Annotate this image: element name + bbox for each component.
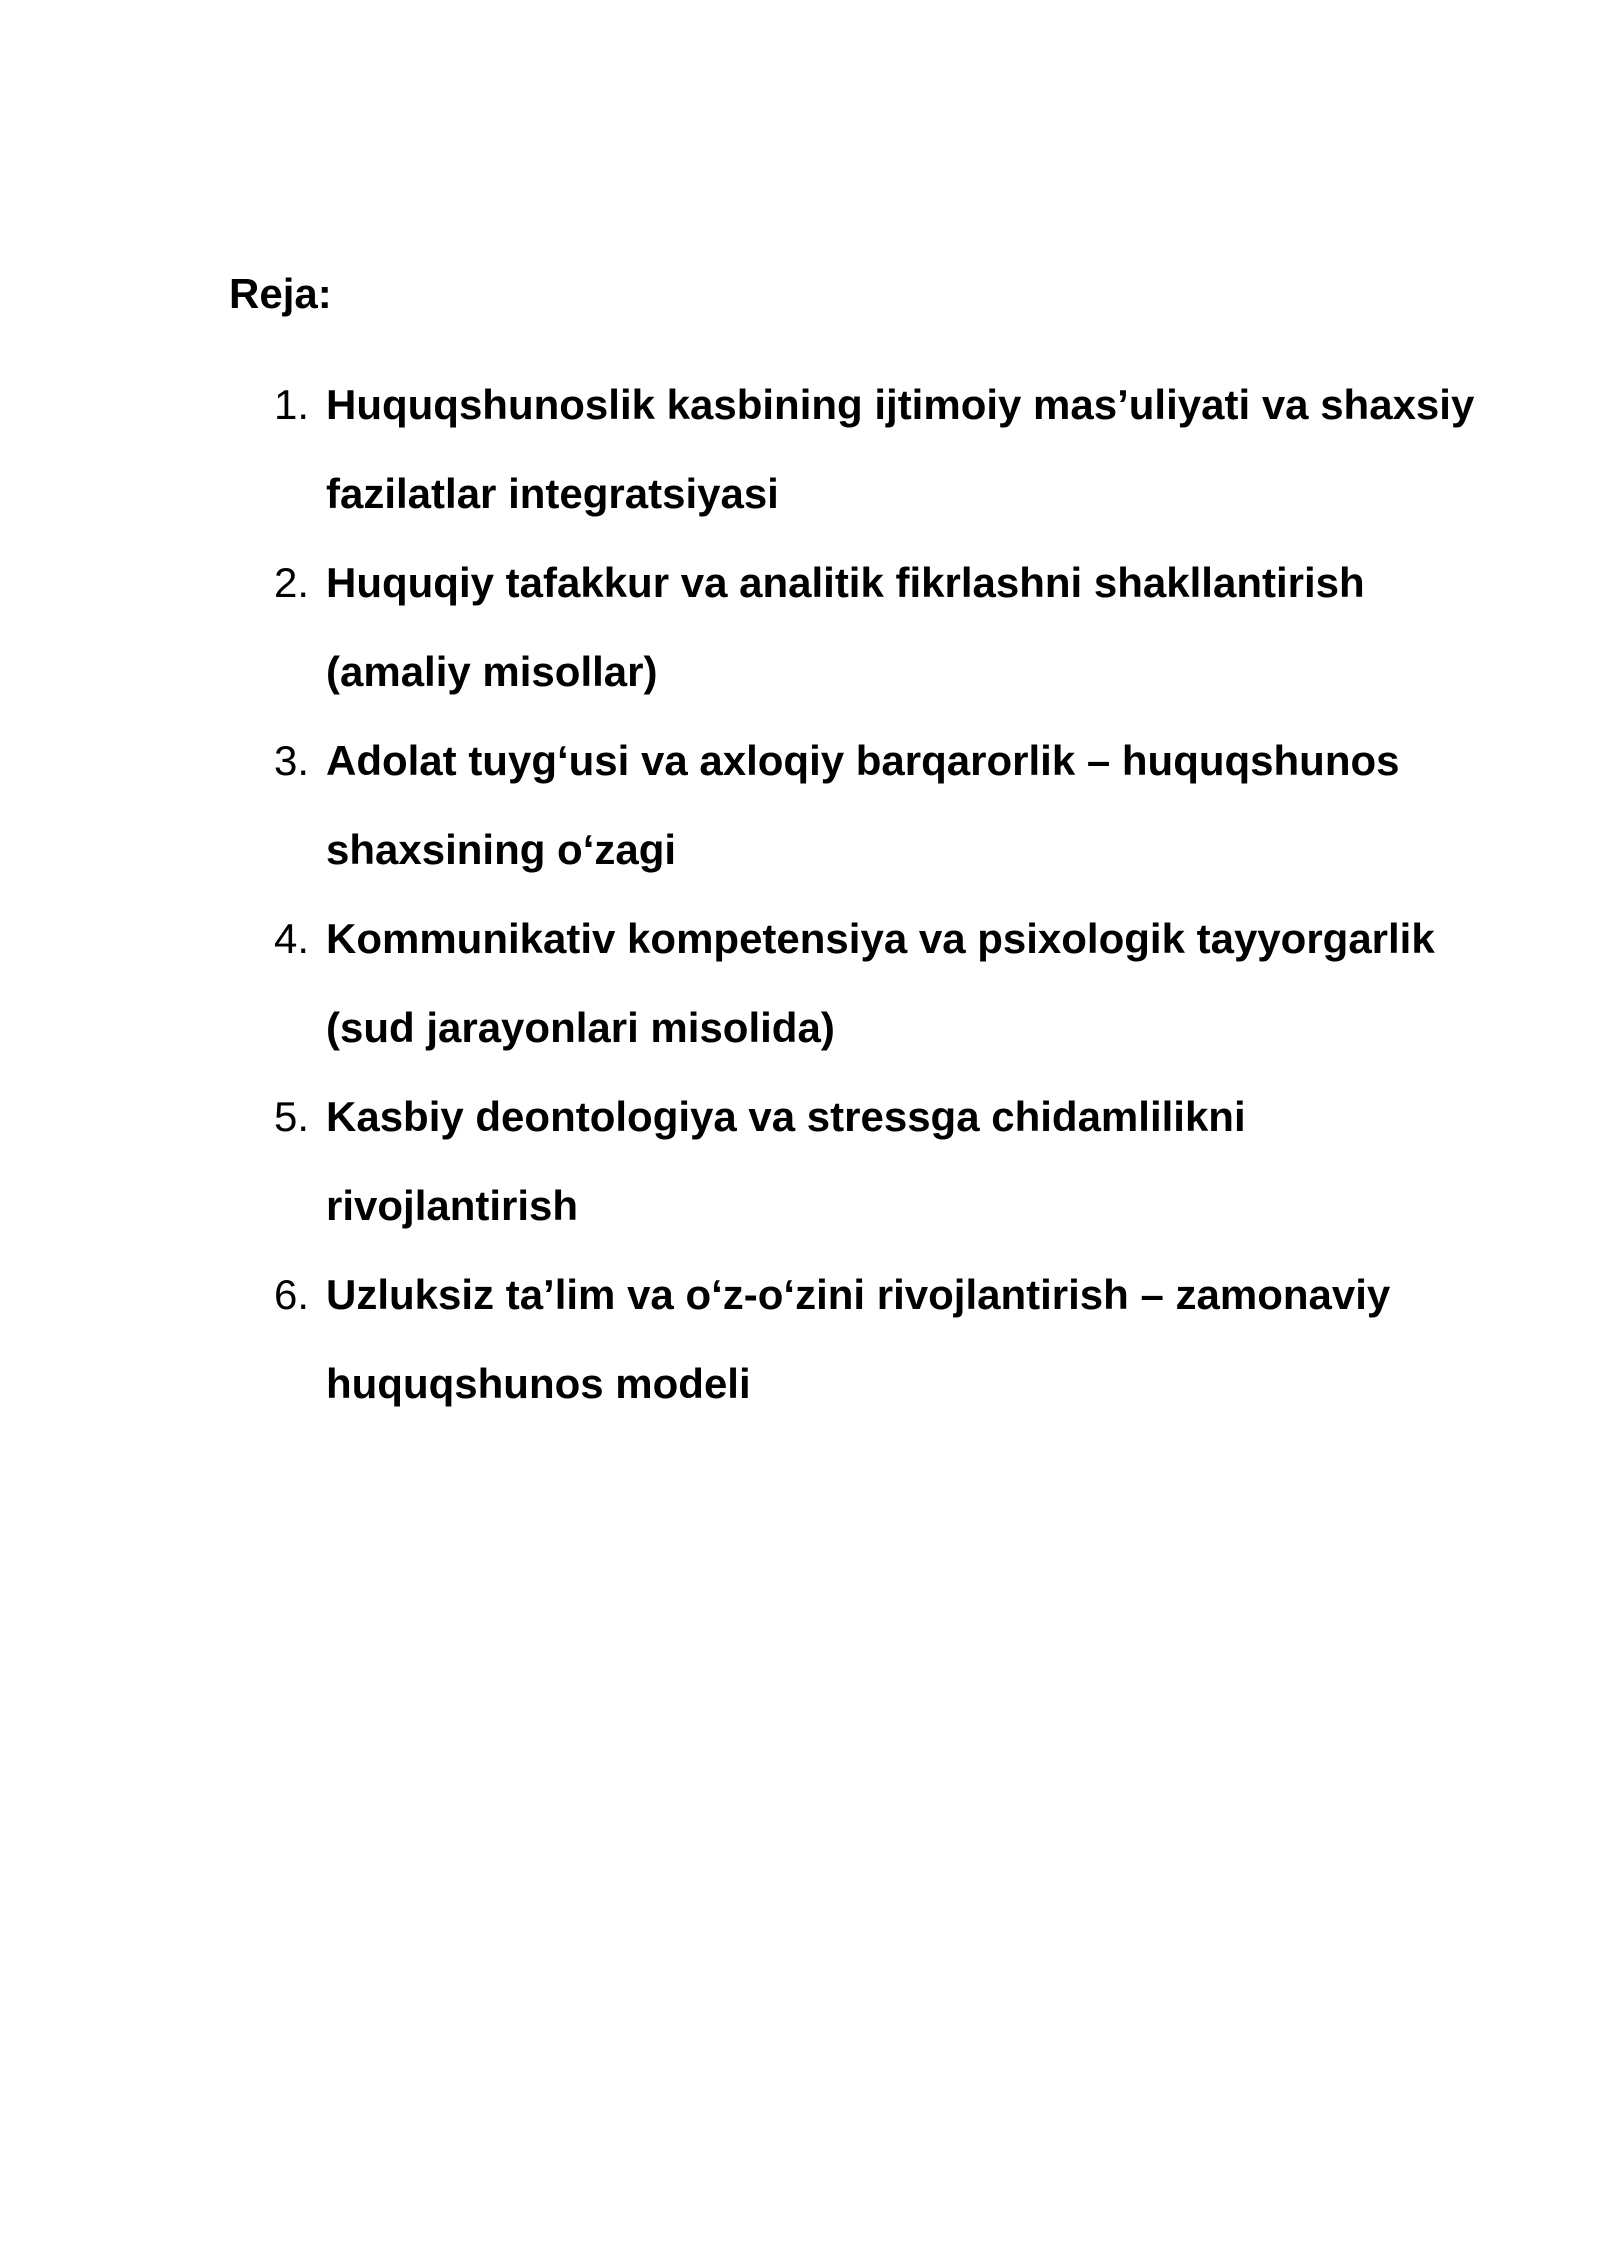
plan-item-3 [229, 716, 1489, 894]
plan-item-number: 2. [274, 559, 310, 606]
plan-item-6 [229, 1250, 1489, 1428]
plan-heading: Reja: [229, 270, 332, 317]
plan-item-text: Kommunikativ kompetensiya va psixologik tayyorgarlik (sud jarayonlari misolida) [326, 915, 1435, 1051]
plan-list [229, 360, 1489, 1428]
plan-item-5 [229, 1072, 1489, 1250]
plan-item-text: Huquqshunoslik kasbining ijtimoiy mas’uliyati va shaxsiy fazilatlar integratsiyasi [326, 381, 1475, 517]
plan-item-text: Huquqiy tafakkur va analitik fikrlashni shakllantirish (amaliy misollar) [326, 559, 1365, 695]
plan-item-2 [229, 538, 1489, 716]
plan-item-text: Uzluksiz ta’lim va o‘z-o‘zini rivojlantirish – zamonaviy huquqshunos modeli [326, 1271, 1391, 1407]
plan-item-number: 5. [274, 1093, 310, 1140]
plan-item-number: 4. [274, 915, 310, 962]
plan-item-text: Adolat tuyg‘usi va axloqiy barqarorlik – huquqshunos shaxsining o‘zagi [326, 737, 1400, 873]
plan-item-number: 6. [274, 1271, 310, 1318]
plan-item-1 [229, 360, 1489, 538]
plan-item-number: 3. [274, 737, 310, 784]
plan-item-4 [229, 894, 1489, 1072]
plan-item-text: Kasbiy deontologiya va stressga chidamlilikni rivojlantirish [326, 1093, 1246, 1229]
plan-item-number: 1. [274, 381, 310, 428]
